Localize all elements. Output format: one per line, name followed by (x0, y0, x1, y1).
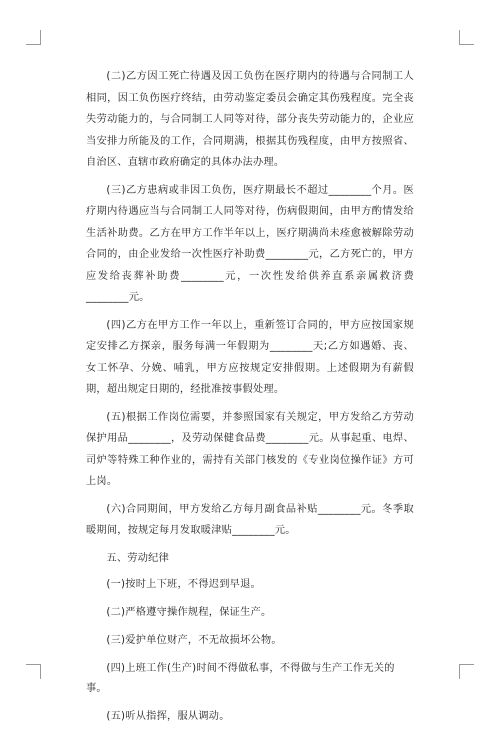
crop-mark-top-right (459, 30, 474, 45)
crop-mark-top-left (26, 30, 41, 45)
document-body (86, 66, 414, 735)
paragraph-home-leave: (四)乙方在甲方工作一年以上，重新签订合同的，甲方应按国家规定安排乙方探亲，服务每满一年假期为________天;乙方如遇婚、丧、女工怀孕、分娩、哺乳，甲方应按规定安排假期。上述假期为有薪假期，超出规定日期的，经批准按事假处理。 (86, 319, 414, 395)
discipline-item: (三)爱护单位财产，不无故损坏公物。 (106, 635, 282, 646)
paragraph-illness-medical-period: (三)乙方患病或非因工负伤，医疗期最长不超过________个月。医疗期内待遇应当与合同制工人同等对待，伤病假期间，由甲方酌情发给生活补助费。乙方在甲方工作半年以上，医疗期满尚未痊愈被解除劳动合同的，由企业发给一次性医疗补助费________元，乙方死亡的，甲方应发给丧葬补助费________元，一次性发给供养直系亲属救济费________元。 (86, 184, 414, 303)
discipline-item: (一)按时上下班，不得迟到早退。 (106, 579, 261, 590)
paragraph-subsidies: (六)合同期间，甲方发给乙方每月副食品补贴________元。冬季取暖期间，按规定每月发取暖津贴________元。 (86, 503, 414, 536)
discipline-item: (二)严格遵守操作规程，保证生产。 (106, 607, 272, 618)
discipline-item: (五)听从指挥，服从调动。 (106, 711, 230, 722)
crop-mark-bottom-right (459, 664, 474, 679)
paragraph-labor-protection: (五)根据工作岗位需要，并参照国家有关规定，甲方发给乙方劳动保护用品________，及劳动保健食品费________元。从事起重、电焊、司炉等特殊工种作业的，需持有关部门核发的《专业岗位操作证》方可上岗。 (86, 411, 414, 487)
discipline-item: (四)上班工作(生产)时间不得做私事，不得做与生产工作无关的事。 (86, 663, 395, 694)
paragraph-work-injury-death: (二)乙方因工死亡待遇及因工负伤在医疗期内的待遇与合同制工人相同，因工负伤医疗终结，由劳动鉴定委员会确定其伤残程度。完全丧失劳动能力的，与合同制工人同等对待，部分丧失劳动能力的，企业应当安排力所能及的工作，合同期满，根据其伤残程度，由甲方按照省、自治区、直辖市政府确定的具体办法办理。 (86, 71, 414, 168)
section-heading-labor-discipline: 五、劳动纪律 (106, 552, 170, 564)
crop-mark-bottom-left (26, 664, 41, 679)
